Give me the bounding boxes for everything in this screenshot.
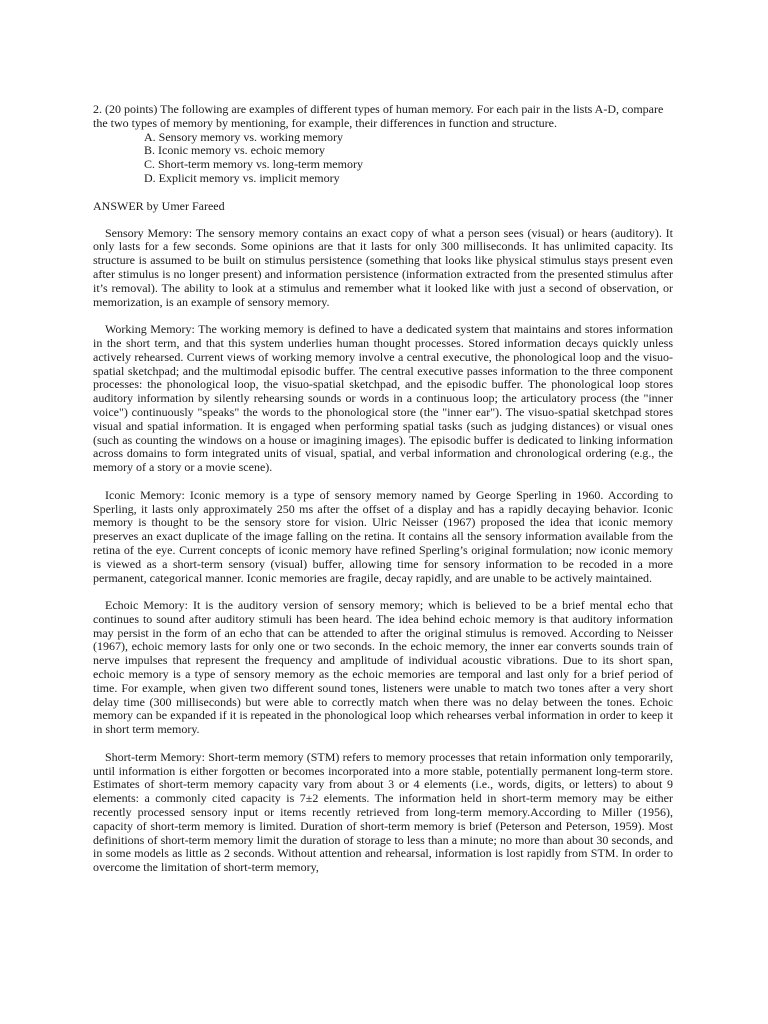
paragraph-sensory-memory: Sensory Memory: The sensory memory contains an exact copy of what a person sees (visual) or hears (auditory). It only lasts for a few seconds. Some opinions are that it lasts for only 300 milliseconds. It has unlimited capacity. Its structure is assumed to be built on stimulus persistence (something that looks like physical stimulus stays present even after stimulus is no longer present) and information persistence (information extracted from the presented stimulus after it’s removal). The ability to look at a stimulus and remember what it looked like with just a second of observation, or memorization, is an example of sensory memory. — [93, 225, 673, 309]
question-block — [93, 103, 673, 186]
question-pair-a: A. Sensory memory vs. working memory — [144, 129, 343, 144]
answer-heading: ANSWER by Umer Fareed — [93, 198, 225, 213]
paragraph-iconic-memory: Iconic Memory: Iconic memory is a type of sensory memory named by George Sperling in 1960. According to Sperling, it lasts only approximately 250 ms after the offset of a display and has a rapidly decaying behavior. Iconic memory is thought to be the sensory store for vision. Ulric Neisser (1967) proposed the idea that iconic memory preserves an exact duplicate of the image falling on the retina. It contains all the sensory information available from the retina of the eye. Current concepts of iconic memory have refined Sperling’s original formulation; now iconic memory is viewed as a short-term sensory (visual) buffer, allowing time for sensory information to be recoded in a more permanent, categorical manner. Iconic memories are fragile, decay rapidly, and are unable to be actively maintained. — [93, 487, 673, 585]
document-page — [93, 103, 673, 889]
paragraph-working-memory: Working Memory: The working memory is defined to have a dedicated system that maintains and stores information in the short term, and that this system underlies human thought processes. Stored information decays quickly unless actively rehearsed. Current views of working memory involve a central executive, the phonological loop and the visuo-spatial sketchpad; and the multimodal episodic buffer. The central executive passes information to the three component processes: the phonological loop, the visuo-spatial sketchpad, and the episodic buffer. The phonological loop stores auditory information by silently rehearsing sounds or words in a continuous loop; the articulatory process (the "inner voice") continuously "speaks" the words to the phonological store (the "inner ear"). The visuo-spatial sketchpad stores visual and spatial information. It is engaged when performing spatial tasks (such as judging distances) or visual ones (such as counting the windows on a house or imagining images). The episodic buffer is dedicated to linking information across domains to form integrated units of visual, spatial, and verbal information and chronological ordering (e.g., the memory of a story or a movie scene). — [93, 322, 673, 475]
paragraph-short-term-memory: Short-term Memory: Short-term memory (STM) refers to memory processes that retain information only temporarily, until information is either forgotten or becomes incorporated into a more stable, potentially permanent long-term store. Estimates of short-term memory capacity vary from about 3 or 4 elements (i.e., words, digits, or letters) to about 9 elements: a commonly cited capacity is 7±2 elements. The information held in short-term memory may be either recently processed sensory input or items recently retrieved from long-term memory.According to Miller (1956), capacity of short-term memory is limited. Duration of short-term memory is brief (Peterson and Peterson, 1959). Most definitions of short-term memory limit the duration of storage to less than a minute; no more than about 30 seconds, and in some models as little as 2 seconds. Without attention and rehearsal, information is lost rapidly from STM. In order to overcome the limitation of short-term memory, — [93, 749, 673, 875]
question-pair-b: B. Iconic memory vs. echoic memory — [144, 143, 325, 158]
question-pair-d: D. Explicit memory vs. implicit memory — [144, 170, 340, 185]
paragraph-echoic-memory: Echoic Memory: It is the auditory version of sensory memory; which is believed to be a brief mental echo that continues to sound after auditory stimuli has been heard. The idea behind echoic memory is that auditory information may persist in the form of an echo that can be attended to after the original stimulus is removed. According to Neisser (1967), echoic memory lasts for only one or two seconds. In the echoic memory, the inner ear converts sounds train of nerve impulses that represent the frequency and amplitude of individual acoustic vibrations. Due to its short span, echoic memory is a type of sensory memory as the echoic memories are temporal and last only for a brief period of time. For example, when given two different sound tones, listeners were unable to match two tones after a very short delay time (300 milliseconds) but were able to correctly match when there was no delay between the tones. Echoic memory can be expanded if it is repeated in the phonological loop which rehearses verbal information in order to keep it in short term memory. — [93, 598, 673, 737]
question-pairs-list — [93, 131, 673, 186]
question-pair-c: C. Short-term memory vs. long-term memory — [144, 157, 363, 172]
question-text: 2. (20 points) The following are examples of different types of human memory. For each pair in the lists A-D, compare the two types of memory by mentioning, for example, their differences in function and structure. — [93, 102, 664, 130]
